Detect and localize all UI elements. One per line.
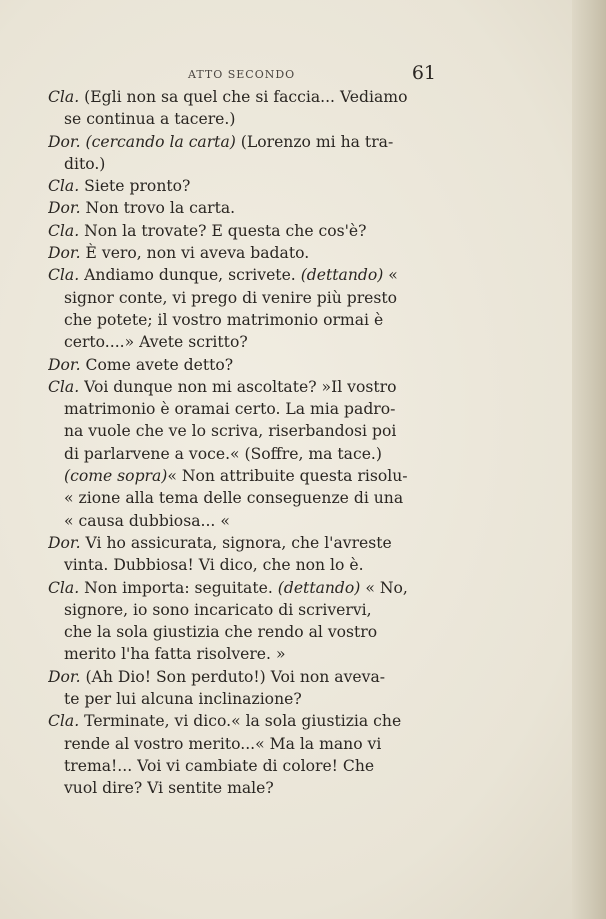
line-text: certo....» Avete scritto? — [64, 333, 248, 352]
text-line — [48, 264, 440, 286]
line-text: Andiamo dunque, scrivete. — [79, 266, 301, 285]
speaker-name: Cla. — [48, 266, 80, 285]
text-line — [48, 287, 440, 309]
line-text: Voi dunque non mi ascoltate? »Il vostro — [79, 377, 397, 396]
speaker-name: Cla. — [48, 177, 80, 196]
line-text: Non trovo la carta. — [80, 199, 236, 218]
line-text: rende al vostro merito...« Ma la mano vi — [64, 734, 382, 753]
line-text: Siete pronto? — [79, 177, 191, 196]
line-text: merito l'ha fatta risolvere. » — [64, 645, 286, 664]
text-line — [48, 666, 440, 688]
page-header — [60, 62, 436, 86]
line-text: che potete; il vostro matrimonio ormai è — [64, 310, 384, 329]
text-line — [48, 108, 440, 130]
text-line — [48, 621, 440, 643]
line-text: « zione alla tema delle conseguenze di una — [64, 489, 404, 508]
text-line — [48, 577, 440, 599]
line-text: « Non attribuite questa risolu- — [167, 467, 408, 486]
speaker-name: Cla. — [48, 712, 80, 731]
speaker-name: Cla. — [48, 221, 80, 240]
line-text: signor conte, vi prego di venire più presto — [64, 288, 398, 307]
stage-direction: (dettando) — [277, 578, 361, 597]
running-title: ATTO SECONDO — [188, 68, 296, 81]
text-line — [48, 376, 440, 398]
line-text: « — [383, 266, 398, 285]
speaker-name: Cla. — [48, 377, 80, 396]
text-line — [48, 554, 440, 576]
text-line — [48, 733, 440, 755]
text-line — [48, 309, 440, 331]
line-text: signore, io sono incaricato di scrivervi, — [64, 600, 372, 619]
text-line — [48, 777, 440, 799]
stage-direction: (dettando) — [300, 266, 384, 285]
line-text: te per lui alcuna inclinazione? — [64, 690, 302, 709]
speaker-name: Dor. — [48, 355, 81, 374]
text-line — [48, 532, 440, 554]
line-text: trema!... Voi vi cambiate di colore! Che — [64, 756, 375, 775]
line-text: se continua a tacere.) — [64, 110, 236, 129]
stage-direction: (cercando la carta) — [80, 132, 236, 151]
text-line — [48, 242, 440, 264]
speaker-name: Dor. — [48, 533, 81, 552]
line-text: Vi ho assicurata, signora, che l'avreste — [80, 533, 392, 552]
page-edge-shadow — [572, 0, 606, 919]
line-text: di parlarvene a voce.« (Soffre, ma tace.) — [64, 444, 382, 463]
text-line — [48, 175, 440, 197]
line-text: « No, — [360, 578, 408, 597]
text-line — [48, 443, 440, 465]
speaker-name: Cla. — [48, 578, 80, 597]
line-text: È vero, non vi aveva badato. — [80, 244, 310, 263]
line-text: che la sola giustizia che rendo al vostro — [64, 623, 378, 642]
page-number: 61 — [411, 62, 436, 84]
line-text: na vuole che ve lo scriva, riserbandosi poi — [64, 422, 397, 441]
stage-direction: (come sopra) — [64, 467, 168, 486]
line-text: vuol dire? Vi sentite male? — [64, 779, 274, 798]
line-text: (Lorenzo mi ha tra- — [235, 132, 394, 151]
speaker-name: Cla. — [48, 88, 80, 106]
text-line — [48, 354, 440, 376]
text-line — [48, 510, 440, 532]
text-line — [48, 643, 440, 665]
text-line — [48, 599, 440, 621]
text-line — [48, 710, 440, 732]
dialogue-text — [48, 86, 440, 800]
line-text: (Ah Dio! Son perduto!) Voi non aveva- — [80, 667, 386, 686]
speaker-name: Dor. — [48, 132, 81, 151]
text-line — [48, 755, 440, 777]
text-line — [48, 487, 440, 509]
speaker-name: Dor. — [48, 199, 81, 218]
line-text: Non importa: seguitate. — [79, 578, 278, 597]
text-line — [48, 131, 440, 153]
text-line — [48, 220, 440, 242]
text-line — [48, 688, 440, 710]
line-text: (Egli non sa quel che si faccia... Vediamo — [79, 88, 408, 106]
line-text: Come avete detto? — [80, 355, 234, 374]
line-text: Non la trovate? E questa che cos'è? — [79, 221, 367, 240]
line-text: « causa dubbiosa... « — [64, 511, 230, 530]
line-text: matrimonio è oramai certo. La mia padro- — [64, 400, 396, 419]
text-line — [48, 153, 440, 175]
speaker-name: Dor. — [48, 667, 81, 686]
line-text: Terminate, vi dico.« la sola giustizia che — [79, 712, 402, 731]
speaker-name: Dor. — [48, 244, 81, 263]
text-line — [48, 86, 440, 108]
text-line — [48, 420, 440, 442]
text-line — [48, 197, 440, 219]
text-line — [48, 331, 440, 353]
text-line — [48, 465, 440, 487]
line-text: dito.) — [64, 154, 106, 173]
line-text: vinta. Dubbiosa! Vi dico, che non lo è. — [64, 556, 364, 575]
text-line — [48, 398, 440, 420]
